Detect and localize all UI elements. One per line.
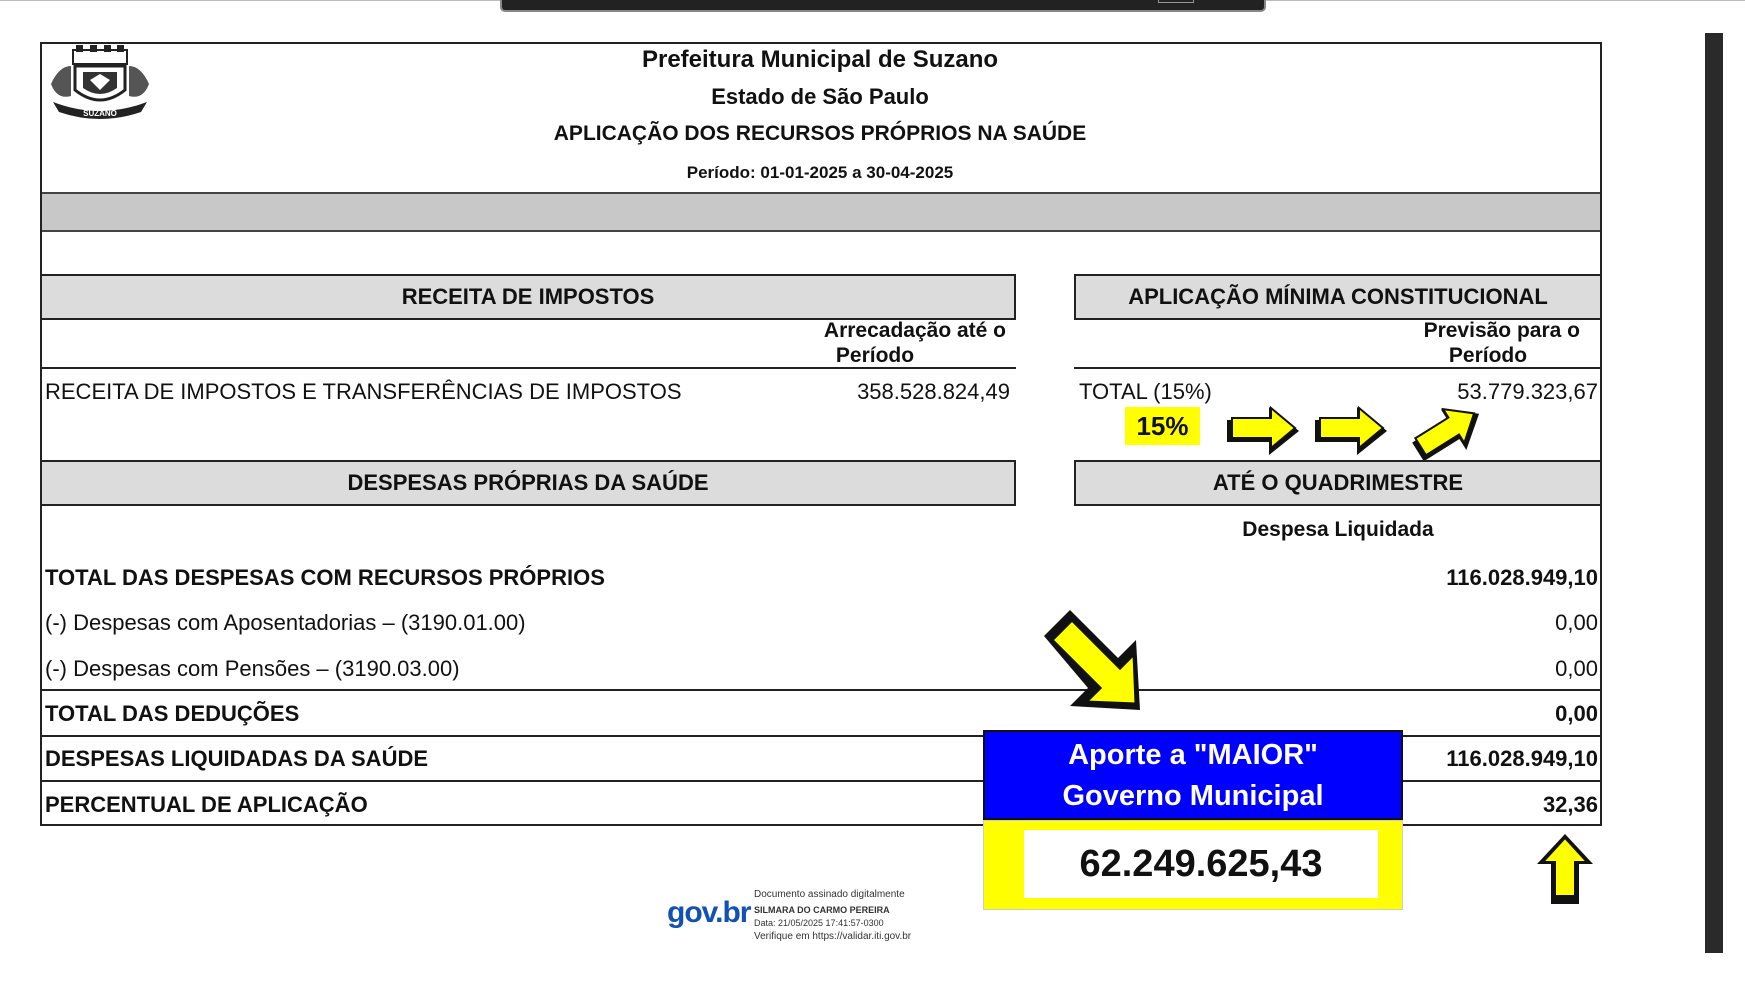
revenue-col-header-1: Arrecadação até o bbox=[823, 319, 1006, 342]
aporte-title-line2: Governo Municipal bbox=[1062, 780, 1324, 812]
expense-row-value: 32,36 bbox=[1542, 792, 1598, 817]
expense-row-label: (-) Despesas com Aposentadorias – (3190.01.00) bbox=[45, 610, 526, 635]
expense-row-value: 0,00 bbox=[1555, 701, 1598, 726]
right-arrow-icon bbox=[1313, 404, 1393, 460]
revenue-header-line bbox=[40, 367, 1016, 369]
revenue-col-header-2: Período bbox=[835, 344, 915, 367]
aporte-title-line1: Aporte a "MAIOR" bbox=[1068, 739, 1318, 771]
row-divider bbox=[40, 689, 1602, 691]
gray-band bbox=[42, 192, 1600, 232]
minimum-col-header-2: Período bbox=[1448, 344, 1528, 367]
right-arrow-icon bbox=[1225, 404, 1305, 460]
percent-badge: 15% bbox=[1125, 407, 1200, 445]
expense-row-label: (-) Despesas com Pensões – (3190.03.00) bbox=[45, 656, 460, 681]
expense-row-value: 0,00 bbox=[1555, 610, 1598, 635]
toolbar-button[interactable] bbox=[1158, 0, 1194, 3]
expenses-col-header: Despesa Liquidada bbox=[1242, 518, 1434, 541]
minimum-section-header: APLICAÇÃO MÍNIMA CONSTITUCIONAL bbox=[1074, 274, 1602, 320]
expense-row-value: 0,00 bbox=[1555, 656, 1598, 681]
expense-row-label: TOTAL DAS DESPESAS COM RECURSOS PRÓPRIOS bbox=[45, 565, 605, 590]
revenue-row-value: 358.528.824,49 bbox=[857, 379, 1010, 404]
minimum-row-label: TOTAL (15%) bbox=[1079, 379, 1212, 404]
quadrimester-section-header: ATÉ O QUADRIMESTRE bbox=[1074, 460, 1602, 506]
minimum-row-value: 53.779.323,67 bbox=[1457, 379, 1598, 404]
minimum-col-header-1: Previsão para o bbox=[1423, 319, 1580, 342]
aporte-value: 62.249.625,43 bbox=[1024, 830, 1378, 898]
minimum-header-line bbox=[1074, 367, 1602, 369]
report-period: Período: 01-01-2025 a 30-04-2025 bbox=[686, 163, 954, 182]
report-title: APLICAÇÃO DOS RECURSOS PRÓPRIOS NA SAÚDE bbox=[553, 122, 1087, 145]
signature-date: Data: 21/05/2025 17:41:57-0300 bbox=[754, 918, 884, 928]
right-scrollbar[interactable] bbox=[1705, 33, 1723, 953]
signature-line1: Documento assinado digitalmente bbox=[754, 889, 905, 900]
up-right-arrow-icon bbox=[1410, 404, 1490, 460]
coat-of-arms-icon bbox=[45, 44, 155, 122]
org-name: Prefeitura Municipal de Suzano bbox=[641, 46, 999, 73]
aporte-callout bbox=[983, 730, 1403, 820]
expense-row-label: TOTAL DAS DEDUÇÕES bbox=[45, 701, 300, 726]
down-right-arrow-icon bbox=[1040, 606, 1150, 716]
revenue-row-label: RECEITA DE IMPOSTOS E TRANSFERÊNCIAS DE IMPOSTOS bbox=[45, 379, 682, 404]
digital-signature-block bbox=[754, 888, 911, 943]
govbr-logo-text: gov.br bbox=[667, 896, 751, 929]
state-name: Estado de São Paulo bbox=[711, 84, 929, 109]
revenue-section-header: RECEITA DE IMPOSTOS bbox=[40, 274, 1016, 320]
expenses-section-header: DESPESAS PRÓPRIAS DA SAÚDE bbox=[40, 460, 1016, 506]
up-arrow-icon bbox=[1535, 832, 1595, 906]
expense-row-value: 116.028.949,10 bbox=[1446, 565, 1598, 590]
expense-row-value: 116.028.949,10 bbox=[1446, 746, 1598, 771]
seal-text: SUZANO bbox=[83, 109, 117, 118]
expense-row-label: PERCENTUAL DE APLICAÇÃO bbox=[45, 792, 368, 817]
signature-name: SILMARA DO CARMO PEREIRA bbox=[754, 905, 890, 915]
signature-verify[interactable]: Verifique em https://validar.iti.gov.br bbox=[754, 931, 912, 942]
govbr-logo bbox=[667, 896, 750, 930]
revenue-left-border bbox=[40, 320, 42, 368]
pdf-viewer-toolbar[interactable] bbox=[500, 0, 1266, 12]
expense-row-label: DESPESAS LIQUIDADAS DA SAÚDE bbox=[45, 746, 429, 771]
